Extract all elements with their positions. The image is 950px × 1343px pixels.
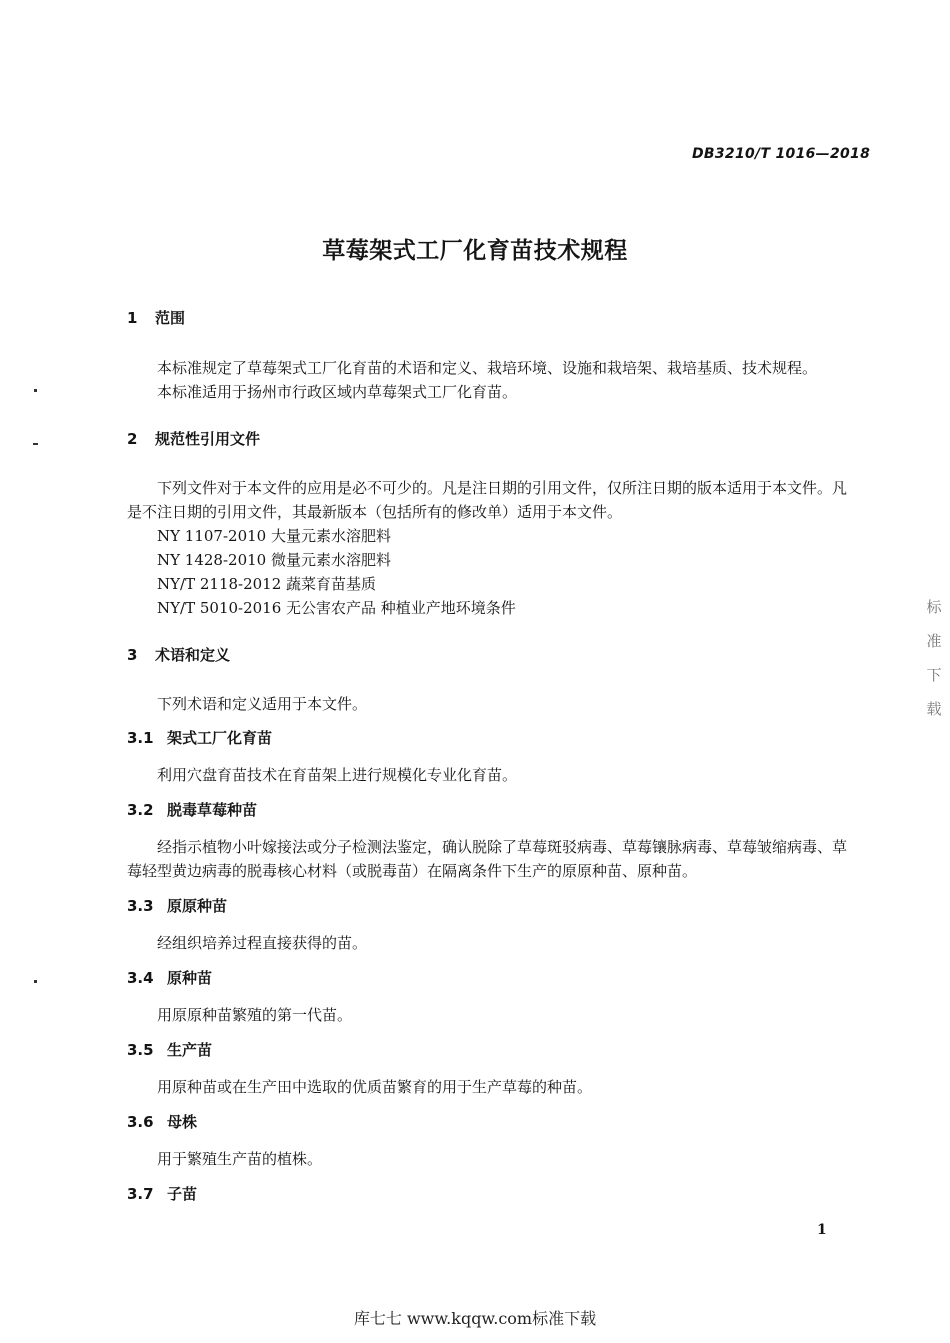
term-title: 原原种苗 [167,897,228,915]
term-title: 子苗 [167,1185,198,1203]
section-2-heading [127,428,260,449]
term-3-6-heading [127,1111,197,1132]
reference-item: NY 1107-2010 大量元素水溶肥料 [157,527,391,545]
section-title: 术语和定义 [155,646,231,664]
footer-watermark: 库七七 www.kqqw.com标准下载 [353,1309,597,1328]
side-stamp: 标准下载 [926,598,942,718]
standard-code: DB3210/T 1016—2018 [692,146,871,162]
reference-item: NY 1428-2010 微量元素水溶肥料 [157,551,391,569]
term-number: 3.2 [127,801,154,819]
term-definition: 利用穴盘育苗技术在育苗架上进行规模化专业化育苗。 [157,766,518,784]
term-title: 脱毒草莓种苗 [167,801,258,819]
paragraph: 下列文件对于本文件的应用是必不可少的。凡是注日期的引用文件，仅所注日期的版本适用于本文件。凡是不注日期的引用文件，其最新版本（包括所有的修改单）适用于本文件。 [127,479,848,521]
page-number: 1 [817,1222,827,1238]
term-definition: 经组织培养过程直接获得的苗。 [157,934,368,952]
term-title: 架式工厂化育苗 [167,729,273,747]
term-3-1-heading [127,727,272,748]
term-number: 3.6 [127,1113,154,1131]
section-number: 3 [127,646,138,664]
section-3-heading [127,644,230,665]
paragraph: 本标准规定了草莓架式工厂化育苗的术语和定义、栽培环境、设施和栽培架、栽培基质、技术规程。 [157,359,818,377]
term-3-5-heading [127,1039,212,1060]
section-number: 1 [127,309,138,327]
term-definition: 用于繁殖生产苗的植株。 [157,1150,323,1168]
reference-item: NY/T 2118-2012 蔬菜育苗基质 [157,575,377,593]
scan-speck [34,389,37,392]
term-title: 母株 [167,1113,198,1131]
term-3-7-heading [127,1183,197,1204]
section-1-heading [127,307,185,328]
term-title: 原种苗 [167,969,213,987]
term-number: 3.7 [127,1185,154,1203]
section-title: 范围 [155,309,186,327]
section-title: 规范性引用文件 [155,430,261,448]
term-definition: 用原原种苗繁殖的第一代苗。 [157,1006,353,1024]
section-number: 2 [127,430,138,448]
paragraph: 下列术语和定义适用于本文件。 [157,695,368,713]
term-number: 3.5 [127,1041,154,1059]
term-title: 生产苗 [167,1041,213,1059]
paragraph: 本标准适用于扬州市行政区域内草莓架式工厂化育苗。 [157,383,518,401]
term-definition: 用原种苗或在生产田中选取的优质苗繁育的用于生产草莓的种苗。 [157,1078,593,1096]
reference-item: NY/T 5010-2016 无公害农产品 种植业产地环境条件 [157,599,516,617]
term-definition: 经指示植物小叶嫁接法或分子检测法鉴定，确认脱除了草莓斑驳病毒、草莓镶脉病毒、草莓皱缩病毒、草莓轻型黄边病毒的脱毒核心材料（或脱毒苗）在隔离条件下生产的原原种苗、原种苗。 [127,838,848,880]
term-3-4-heading [127,967,212,988]
term-3-3-heading [127,895,227,916]
scan-speck [33,443,38,445]
term-number: 3.1 [127,729,154,747]
term-number: 3.3 [127,897,154,915]
document-title: 草莓架式工厂化育苗技术规程 [322,238,628,264]
term-number: 3.4 [127,969,154,987]
term-3-2-heading [127,799,257,820]
scan-speck [34,980,37,983]
